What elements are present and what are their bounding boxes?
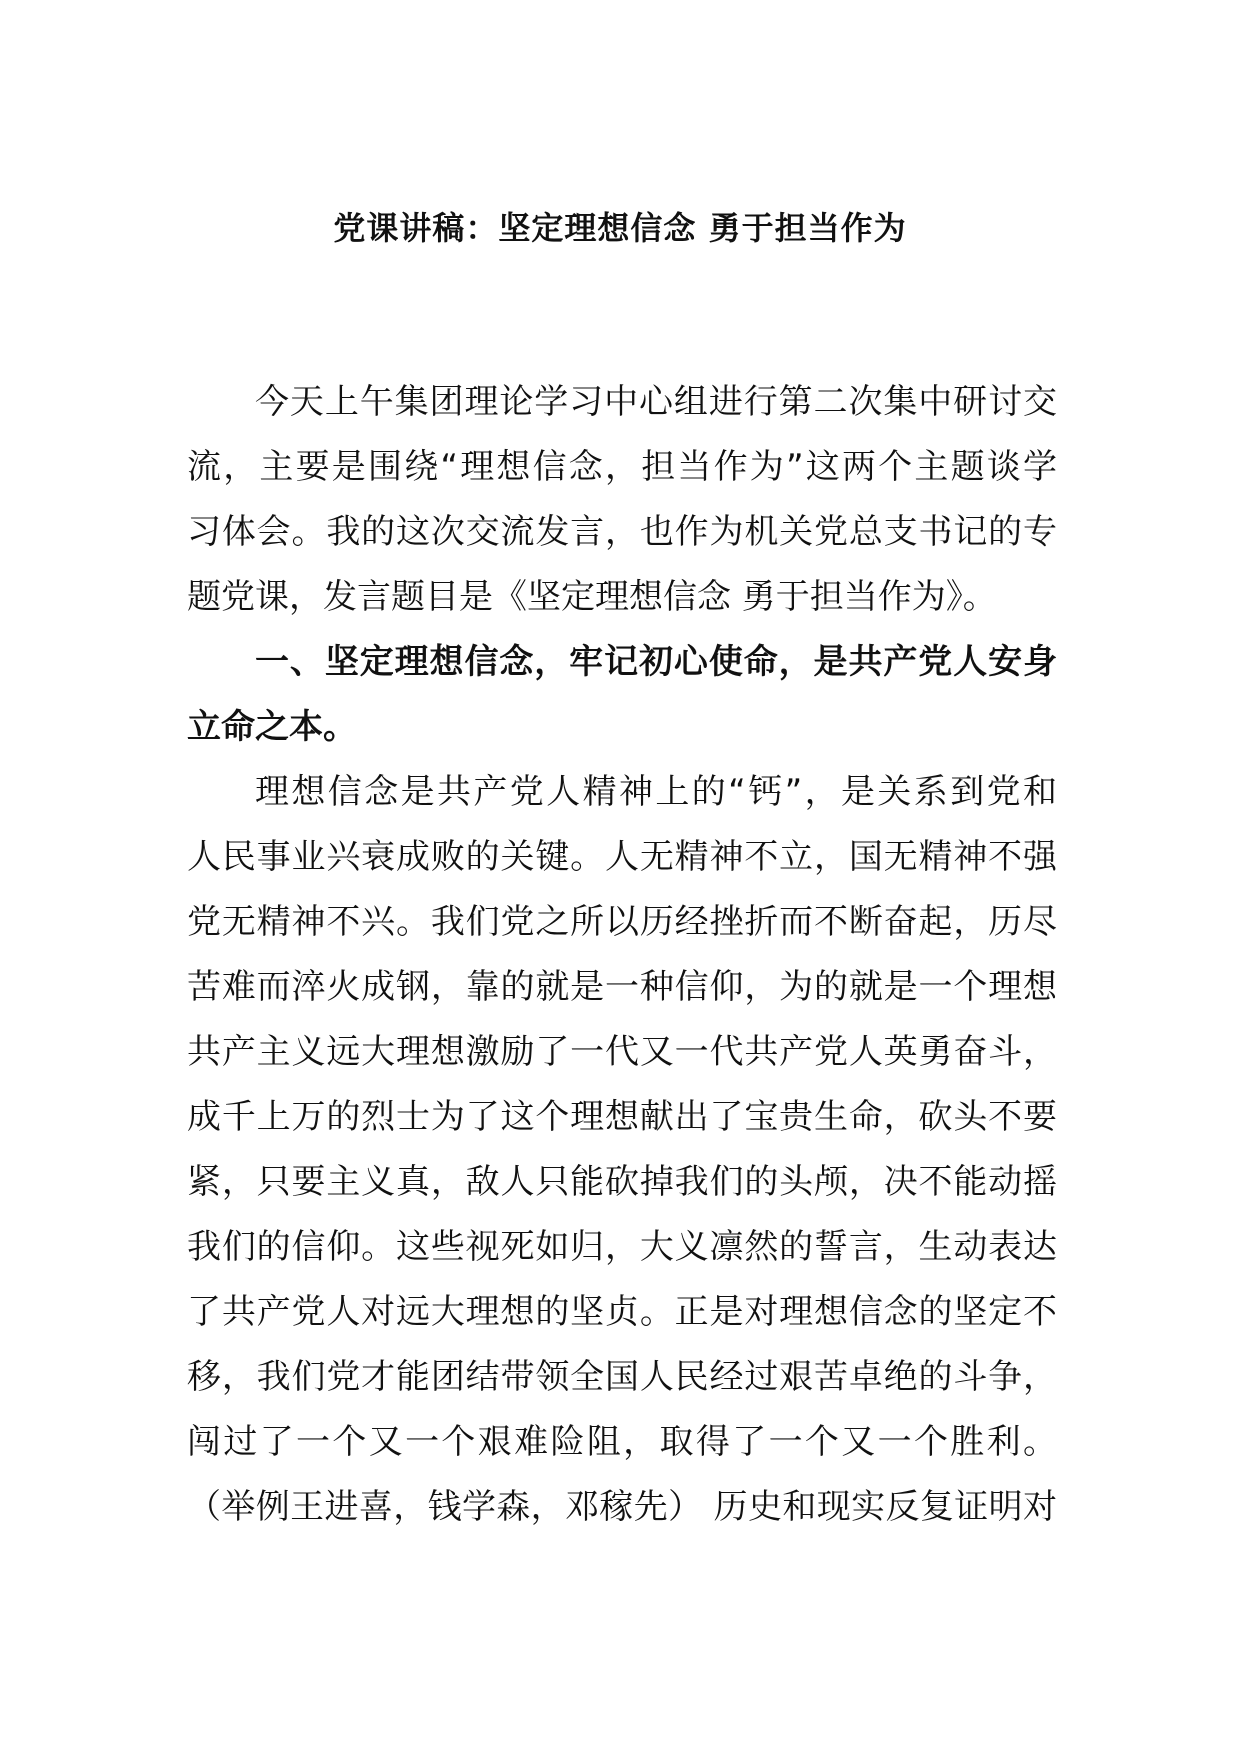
body-line: 我们的信仰。这些视死如归，大义凛然的誓言，生动表达 (187, 1227, 1057, 1267)
section-heading-line: 立命之本。 (187, 707, 357, 747)
body-line: 流，主要是围绕“理想信念，担当作为”这两个主题谈学 (187, 447, 1057, 487)
section-heading-line: 一、坚定理想信念，牢记初心使命，是共产党人安身 (255, 642, 1057, 682)
document-title: 党课讲稿：坚定理想信念 勇于担当作为 (333, 209, 907, 247)
body-line: 题党课，发言题目是《坚定理想信念 勇于担当作为》。 (187, 577, 997, 617)
body-line: 闯过了一个又一个艰难险阻，取得了一个又一个胜利。 (187, 1422, 1057, 1462)
body-line: 习体会。我的这次交流发言，也作为机关党总支书记的专 (187, 512, 1057, 552)
body-line: （举例王进喜，钱学森，邓稼先） 历史和现实反复证明对 (187, 1487, 1057, 1527)
body-line: 今天上午集团理论学习中心组进行第二次集中研讨交 (255, 382, 1057, 422)
document-body (187, 370, 1057, 1540)
body-line: 共产主义远大理想激励了一代又一代共产党人英勇奋斗， (187, 1032, 1057, 1072)
body-line: 理想信念是共产党人精神上的“钙”，是关系到党和 (255, 772, 1057, 812)
body-line: 苦难而淬火成钢，靠的就是一种信仰，为的就是一个理想 (187, 967, 1057, 1007)
body-line: 紧，只要主义真，敌人只能砍掉我们的头颅，决不能动摇 (187, 1162, 1057, 1202)
body-line: 党无精神不兴。我们党之所以历经挫折而不断奋起，历尽 (187, 902, 1057, 942)
body-line: 了共产党人对远大理想的坚贞。正是对理想信念的坚定不 (187, 1292, 1057, 1332)
body-line: 移，我们党才能团结带领全国人民经过艰苦卓绝的斗争， (187, 1357, 1057, 1397)
body-line: 人民事业兴衰成败的关键。人无精神不立，国无精神不强 (187, 837, 1057, 877)
body-line: 成千上万的烈士为了这个理想献出了宝贵生命，砍头不要 (187, 1097, 1057, 1137)
